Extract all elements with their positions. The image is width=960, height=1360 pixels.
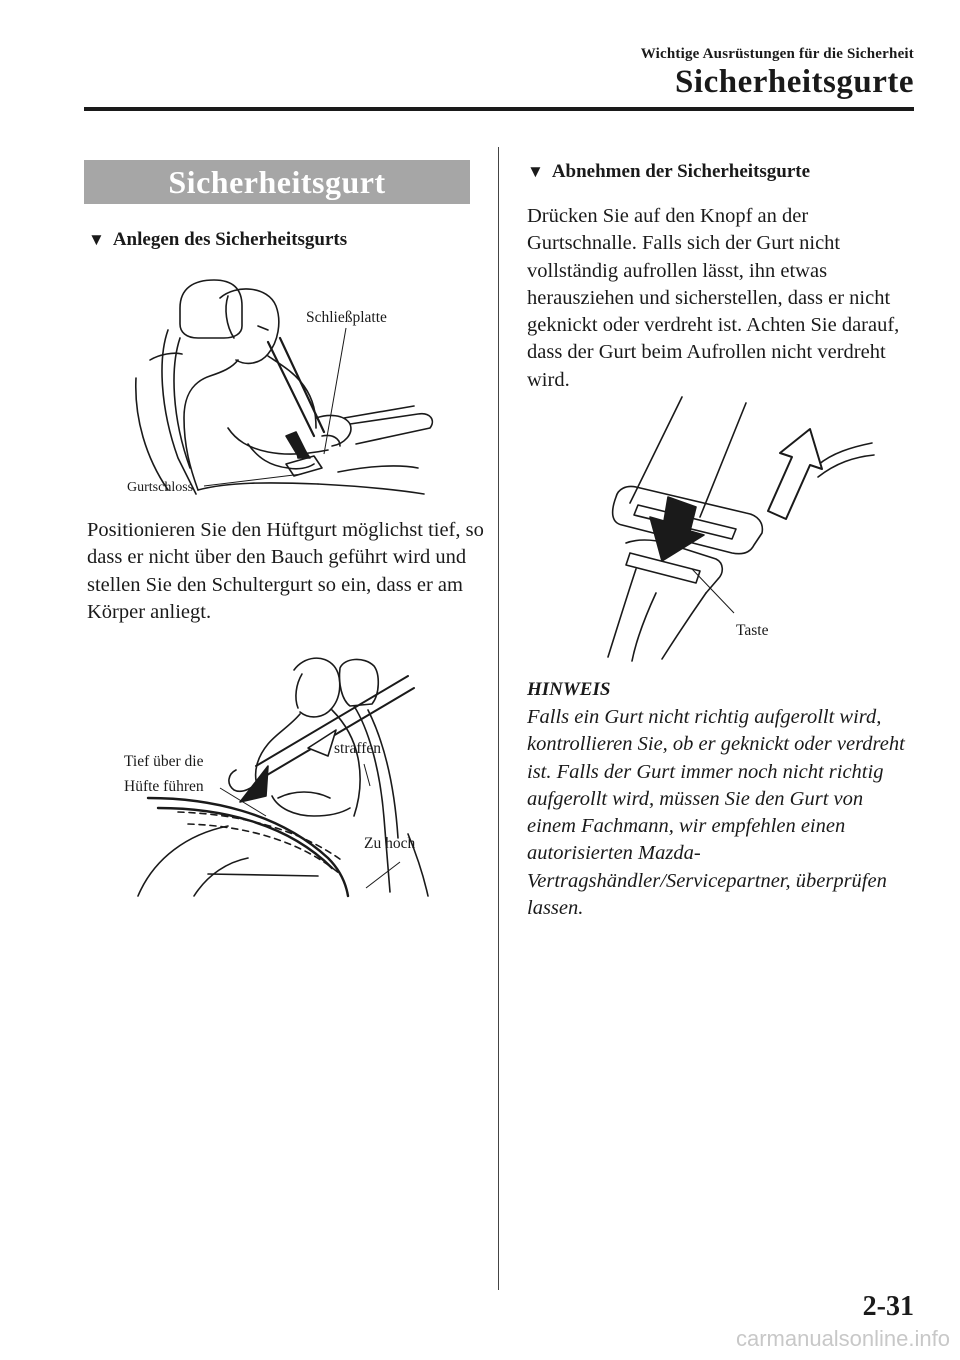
subheading-fasten-text: Anlegen des Sicherheitsgurts — [112, 229, 348, 250]
buckle-release-illustration — [596, 393, 876, 663]
triangle-bullet-icon: ▼ — [527, 162, 544, 181]
figure-buckle-release — [596, 393, 876, 663]
section-banner — [84, 160, 470, 204]
note-title: HINWEIS — [527, 679, 611, 700]
page-number: 2-31 — [862, 1291, 914, 1322]
column-divider — [498, 147, 499, 1290]
label-tighten: straffen — [334, 740, 382, 757]
figure-lap-belt — [118, 648, 438, 898]
positioning-paragraph: Positionieren Sie den Hüftgurt möglichst tief, so dass er nicht über den Bauch geführt wird und stellen Sie den Schultergurt so ein, dass er am Körper anliegt. — [87, 519, 484, 623]
label-low-on-hips-2: Hüfte führen — [124, 778, 204, 795]
subheading-fasten — [88, 229, 347, 251]
label-buckle: Gurtschloss — [127, 480, 194, 495]
page-title: Sicherheitsgurte — [675, 64, 914, 100]
subheading-unfasten-text: Abnehmen der Sicherheitsgurte — [551, 161, 811, 182]
section-title: Sicherheitsgurt — [168, 163, 386, 200]
figure-fasten-belt — [118, 268, 438, 508]
label-too-high: Zu hoch — [364, 835, 416, 852]
note-text: Falls ein Gurt nicht richtig aufgerollt wird, kontrollieren Sie, ob er geknickt oder verdreht ist. Falls der Gurt immer noch nicht richtig aufgerollt wird, müssen Sie den Gurt von einem Fachmann, wir empfehlen einen autorisierten Mazda-Vertragshändler/Servicepartner, überprüfen lassen. — [527, 706, 905, 920]
fasten-belt-illustration — [118, 268, 438, 508]
watermark: carmanualsonline.info — [735, 1326, 950, 1351]
triangle-bullet-icon: ▼ — [88, 230, 105, 249]
lap-belt-illustration — [118, 648, 438, 898]
label-low-on-hips-1: Tief über die — [124, 753, 204, 770]
chapter-title: Wichtige Ausrüstungen für die Sicherheit — [640, 46, 914, 62]
label-button: Taste — [736, 622, 769, 639]
subheading-unfasten — [527, 161, 810, 183]
release-paragraph: Drücken Sie auf den Knopf an der Gurtschnalle. Falls sich der Gurt nicht vollständig aufrollen lässt, ihn etwas herausziehen und sicherstellen, dass er nicht geknickt oder verdreht ist. Achten Sie darauf, dass der Gurt beim Aufrollen nicht verdreht wird. — [527, 205, 900, 391]
header-rule — [84, 107, 914, 111]
label-latch-plate: Schließplatte — [306, 309, 387, 326]
